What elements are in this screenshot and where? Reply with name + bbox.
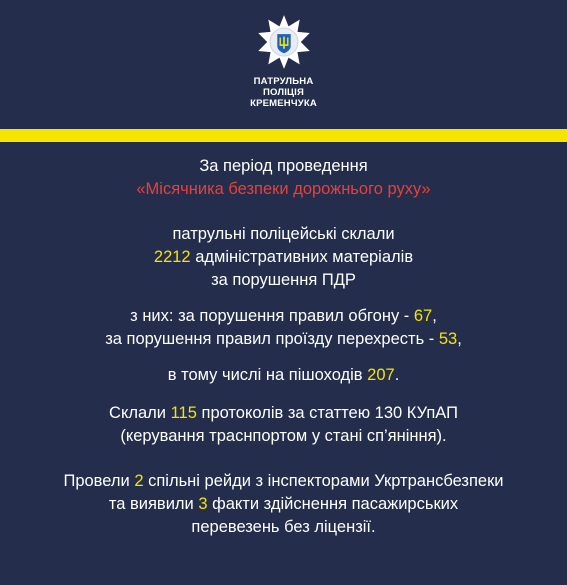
pedestrians-text: в тому числі на пішоходів <box>167 366 368 384</box>
overtake-text: з них: за порушення правил обгону - <box>130 307 414 325</box>
logo-caption-line: КРЕМЕНЧУКА <box>250 98 317 109</box>
pedestrians-line <box>0 364 567 387</box>
yellow-divider-stripe <box>0 129 567 142</box>
logo-caption-line: ПОЛІЦІЯ <box>262 87 305 98</box>
campaign-title: «Місячника безпеки дорожнього руху» <box>136 180 431 198</box>
raids-text-post: спільні рейди з інспекторами Укртрансбезпеки <box>143 472 504 490</box>
logo-caption <box>0 76 567 109</box>
pedestrians-punct: . <box>394 366 400 384</box>
raids-text-pre: Провели <box>63 472 135 490</box>
raids-line <box>0 470 567 493</box>
summary-line-1: патрульні поліцейські склали <box>172 225 395 243</box>
intro-line: За період проведення <box>199 157 368 175</box>
overtake-count: 67 <box>413 307 433 325</box>
protocols-line <box>0 402 567 425</box>
overtake-punct: , <box>432 307 437 325</box>
summary-line-3: за порушення ПДР <box>211 271 356 289</box>
pedestrians-count: 207 <box>367 366 395 384</box>
raids-count: 2 <box>134 472 144 490</box>
facts-text-post: факти здійснення пасажирських <box>207 495 459 513</box>
intersection-count: 53 <box>438 330 458 348</box>
admin-materials-count: 2212 <box>153 248 191 266</box>
intersection-text: за порушення правил проїзду перехресть - <box>105 330 439 348</box>
intersection-line <box>0 328 567 351</box>
logo-caption-line: ПАТРУЛЬНА <box>253 76 314 87</box>
protocols-text-pre: Склали <box>109 404 171 422</box>
intersection-punct: , <box>457 330 462 348</box>
overtake-line <box>0 305 567 328</box>
logo-block <box>0 14 567 124</box>
protocols-count: 115 <box>170 404 197 422</box>
statistics-text <box>0 155 567 539</box>
summary-line-2-text: адміністративних матеріалів <box>190 248 414 266</box>
facts-line <box>0 493 567 516</box>
facts-line-end: перевезень без ліцензії. <box>191 518 376 536</box>
facts-count: 3 <box>198 495 208 513</box>
police-star-emblem-icon <box>256 14 312 70</box>
facts-text-pre: та виявили <box>108 495 199 513</box>
protocols-text-post: протоколів за статтею 130 КУпАП <box>196 404 458 422</box>
summary-line-2 <box>0 246 567 269</box>
protocols-note: (керування траснпортом у стані сп’яніння). <box>120 427 447 445</box>
